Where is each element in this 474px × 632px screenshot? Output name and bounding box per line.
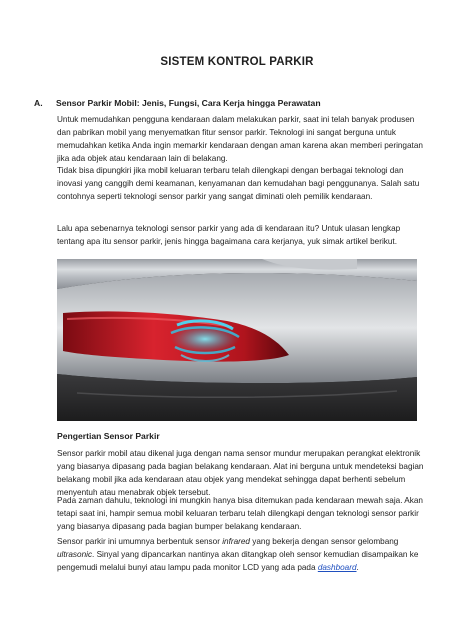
section-heading — [34, 98, 321, 108]
body-paragraph-2: Pada zaman dahulu, teknologi ini mungkin hanya bisa ditemukan pada kendaraan mewah saja. Akan tetapi saat ini, hampir semua mobil keluaran terbaru telah dilengkapi dengan teknologi sensor parkir yang biasanya dipasang pada bagian bumper belakang kendaraan. — [57, 496, 423, 532]
text-segment: . Sinyal yang dipancarkan nantinya akan ditangkap oleh sensor kemudian disampaikan ke pengemudi melalui bunyi atau lampu pada monitor LCD yang ada pada — [57, 550, 419, 573]
text-segment: . — [356, 563, 359, 573]
document-title: SISTEM KONTROL PARKIR — [160, 56, 314, 68]
body-paragraph-1: Sensor parkir mobil atau dikenal juga dengan nama sensor mundur merupakan perangkat elektronik yang biasanya dipasang pada bagian belakang kendaraan. Alat ini berguna untuk mendeteksi bagian belakang mobil jika ada kendaraan atau objek yang mendekat sehingga dapat berhenti sebelum menyentuh atau menabrak objek tersebut. — [57, 449, 424, 498]
section-heading-text: Sensor Parkir Mobil: Jenis, Fungsi, Cara Kerja hingga Perawatan — [56, 98, 321, 108]
body-paragraph-3 — [57, 535, 429, 574]
text-segment: Sensor parkir ini umumnya berbentuk sensor — [57, 537, 223, 546]
subheading-pengertian: Pengertian Sensor Parkir — [57, 431, 160, 441]
dashboard-link[interactable]: dashboard — [317, 563, 357, 573]
intro-paragraph-2: Tidak bisa dipungkiri jika mobil keluaran terbaru telah dilengkapi dengan berbagai teknologi dan inovasi yang canggih demi keamanan, kenyamanan dan kemudahan bagi penggunanya. Salah satu contohnya seperti teknologi sensor parkir yang sangat diminati oleh pemilik kendaraan. — [57, 166, 420, 202]
car-rear-sensor-photo — [57, 259, 417, 421]
intro-paragraph-1: Untuk memudahkan pengguna kendaraan dalam melakukan parkir, saat ini telah banyak produsen dan pabrikan mobil yang menyematkan fitur sensor parkir. Teknologi ini sangat berguna untuk memudahkan ketika Anda ingin memarkir kendaraan dengan aman karena akan memberi peringatan jika ada objek atau kendaraan lain di belakang. — [57, 115, 423, 164]
italic-infrared: infrared — [222, 537, 250, 546]
section-number: A. — [34, 98, 43, 108]
italic-ultrasonic: ultrasonic — [57, 550, 93, 560]
text-segment: yang bekerja dengan sensor gelombang — [249, 537, 399, 546]
intro-paragraph-3: Lalu apa sebenarnya teknologi sensor parkir yang ada di kendaraan itu? Untuk ulasan lengkap tentang apa itu sensor parkir, jenis hingga bagaimana cara kerjanya, yuk simak artikel berikut. — [57, 224, 401, 247]
